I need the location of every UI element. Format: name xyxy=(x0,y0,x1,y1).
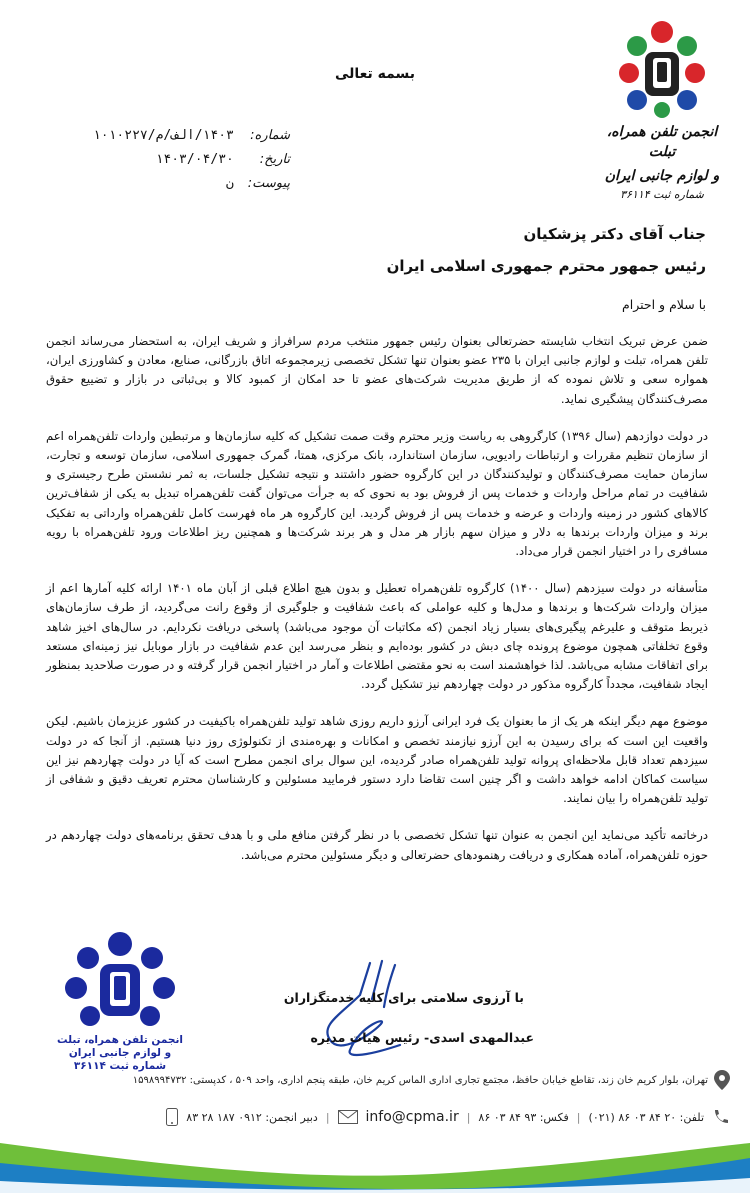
location-pin-icon xyxy=(714,1070,730,1090)
address-text: تهران، بلوار کریم خان زند، تقاطع خیابان حافظ، مجتمع تجاری اداری الماس کریم خان، طبقه پنجم اداری، واحد ۵۰۹ ، کدپستی: ۱۵۹۸۹۹۴۷۳۲ xyxy=(132,1074,708,1086)
logo-registration: شماره ثبت ۳۶۱۱۴ xyxy=(620,188,704,201)
paragraph-3: متأسفانه در دولت سیزدهم (سال ۱۴۰۰) کارگروه تلفن‌همراه تعطیل و بدون هیچ اطلاع قبلی از آبان ماه ۱۴۰۱ ارائه کلیه آمارها اعم از میزان واردات شرکت‌ها و برندها و مدل‌ها و کلیه عواملی که باعث شفافیت و جلوگیری از وقوع رانت می‌گردید، از طرف سازمان‌های ذیربط متوقف و علیرغم پیگیری‌های بسیار زیاد انجمن (که مکاتبات آن موجود می‌باشد) پاسخی دریافت نکردایم. در سال‌های اخیز شاهد وقوع تخلفاتی همچون موضوع پرونده چای دبش در کشور بوده‌ایم و بنظر می‌رسد این عدم شفافیت در بازار موبایل نیز زمینه‌ای مستعد برای اتفاقات مشابه می‌باشد. لذا خواهشمند است به نحو مقتضی اطلاعات و آمار در اختیار انجمن قرار گرفته و در صورت صلاحدید بمنظور ایجاد شفافیت، مجدداً کارگروه مذکور در دولت چهاردهم نیز تشکیل گردد. xyxy=(46,581,708,692)
logo-name-line2: و لوازم جانبی ایران xyxy=(604,168,720,184)
stamp-emblem-icon xyxy=(60,930,180,1030)
meta-date-row xyxy=(110,148,290,172)
email-link[interactable]: info@cpma.ir xyxy=(365,1109,459,1125)
logo-name-line1: انجمن تلفن همراه، تبلت xyxy=(606,124,718,160)
meta-number-row xyxy=(92,124,290,148)
signer-name: عبدالمهدی اسدی- رئیس هیات مدیره xyxy=(310,1030,534,1045)
association-stamp xyxy=(40,930,200,1090)
letter-body xyxy=(46,332,708,883)
footer-wave xyxy=(0,1103,750,1193)
number-label: شماره: xyxy=(250,128,290,143)
paragraph-4: موضوع مهم دیگر اینکه هر یک از ما بعنوان یک فرد ایرانی آرزو داریم روزی شاهد تولید تلفن‌همراه باکیفیت در کشور عزیزمان باشیم. لیکن واقعیت این است که برای رسیدن به این آرزو نیازمند تخصص و امکانات و بهره‌مندی از تکنولوژی روز دنیا هستیم. از آنجا که در دولت سیزدهم تعداد قابل ملاحظه‌ای پروانه تولید تلفن‌همراه صادر گردیده، این سوال برای انجمن مطرح است که آیا در دولت چهاردهم نیز این سیاست کماکان ادامه خواهد داشت و اگر چنین است تقاضا دارد دستور فرمایید مسئولین و کارشناسان محترم تعریف دقیق و شفافی از تولید تلفن‌همراه را بیان نمایند. xyxy=(46,714,708,806)
paragraph-2: در دولت دوازدهم (سال ۱۳۹۶) کارگروهی به ریاست وزیر محترم وقت صمت تشکیل که کلیه سازمان‌ها و مرتبطین واردات تلفن‌همراه اعم از سازمان تنظیم مقررات و ارتباطات رادیویی، سازمان استاندارد، بانک مرکزی، همتا، گمرک جمهوری اسلامی، سازمان توسعه و تجارت، سازمان حمایت مصرف‌کنندگان و تولیدکنندگان در این کارگروه حضور داشتند و نتیجه تشکیل جلسات، به ثمر نشستن طرح رجیستری و شفافیت در تمام مراحل واردات و خدمات پس از فروش بود به نحوی که به جرأت می‌توان گفت تلفن‌همراه تبدیل به یکی از شفاف‌ترین کالاهای کشور در زمینه واردات و عرضه و خدمات پس از فروش گردید. این کارگروه هر ماه فهرست کامل تلفن‌همراه وارداتی به تفکیک برند و میزان واردات برندها به دلار و میزان سهم بازار هر مدل و هر برند شرکت‌ها و همچنین ریز اطلاعات ورود تلفن‌همراه با رویه مسافری را در اختیار انجمن قرار می‌داد. xyxy=(46,428,708,559)
handwritten-signature xyxy=(300,955,430,1065)
basmala-heading: بسمه تعالی xyxy=(334,66,416,82)
paragraph-1: ضمن عرض تبریک انتخاب شایسته حضرتعالی بعنوان رئیس جمهور منتخب مردم سرافراز و شریف ایران، به استحضار می‌رساند انجمن تلفن همراه، تبلت و لوازم جانبی ایران با ۲۳۵ عضو بعنوان تنها تشکل تخصصی زیرمجموعه اتاق بازرگانی، صنایع، معادن و کشاورزی ایران، همواره سعی و تلاش نموده که از طریق مدیریت شرکت‌های عضو تا حد امکان از کمبود کالا و بی‌ثباتی در بازار و تضییع حقوق مصرف‌کنندگان پیشگیری نماید. xyxy=(46,334,708,406)
separator: | xyxy=(576,1110,581,1124)
stamp-line3: شماره ثبت ۳۶۱۱۴ xyxy=(73,1060,167,1072)
date-label: تاریخ: xyxy=(259,152,290,167)
stamp-line1: انجمن تلفن همراه، تبلت xyxy=(56,1034,184,1046)
secretary-phone: دبیر انجمن: ۰۹۱۲ ۱۸۷ ۲۸ ۸۳ xyxy=(186,1110,318,1124)
number-value: ۱۴۰۳/الف/م/۱۰۱۰۲۲۷ xyxy=(92,128,234,143)
fax-text: فکس: ۹۳ ۸۴ ۰۳ ۸۶ xyxy=(478,1110,569,1124)
greeting: با سلام و احترام xyxy=(622,297,706,312)
separator: | xyxy=(466,1110,471,1124)
footer-address xyxy=(30,1070,730,1090)
meta-attachment-row xyxy=(110,172,290,196)
letter-meta xyxy=(92,124,290,196)
association-logo xyxy=(602,18,722,208)
addressee-name: جناب آقای دکتر پزشکیان xyxy=(523,225,706,243)
stamp-line2: و لوازم جانبی ایران xyxy=(68,1047,172,1059)
closing-line: با آرزوی سلامتی برای کلیه خدمتگزاران xyxy=(283,990,524,1005)
date-value: ۱۴۰۳/۰۴/۳۰ xyxy=(155,152,234,167)
separator: | xyxy=(325,1110,330,1124)
attachment-value: ن xyxy=(226,176,234,191)
phone-text: تلفن: ۲۰ ۸۴ ۰۳ ۸۶ (۰۲۱) xyxy=(588,1110,704,1124)
addressee-title: رئیس جمهور محترم جمهوری اسلامی ایران xyxy=(386,257,706,275)
attachment-label: پیوست: xyxy=(247,176,290,191)
paragraph-5: درخاتمه تأکید می‌نماید این انجمن به عنوان تنها تشکل تخصصی با در نظر گرفتن منافع ملی و با هدف تحقق برنامه‌های دولت چهاردهم در حوزه تلفن‌همراه، آماده همکاری و دریافت رهنمودهای حضرتعالی و دیگر مسئولین محترم می‌باشد. xyxy=(46,828,708,862)
addressee-block xyxy=(146,218,706,282)
